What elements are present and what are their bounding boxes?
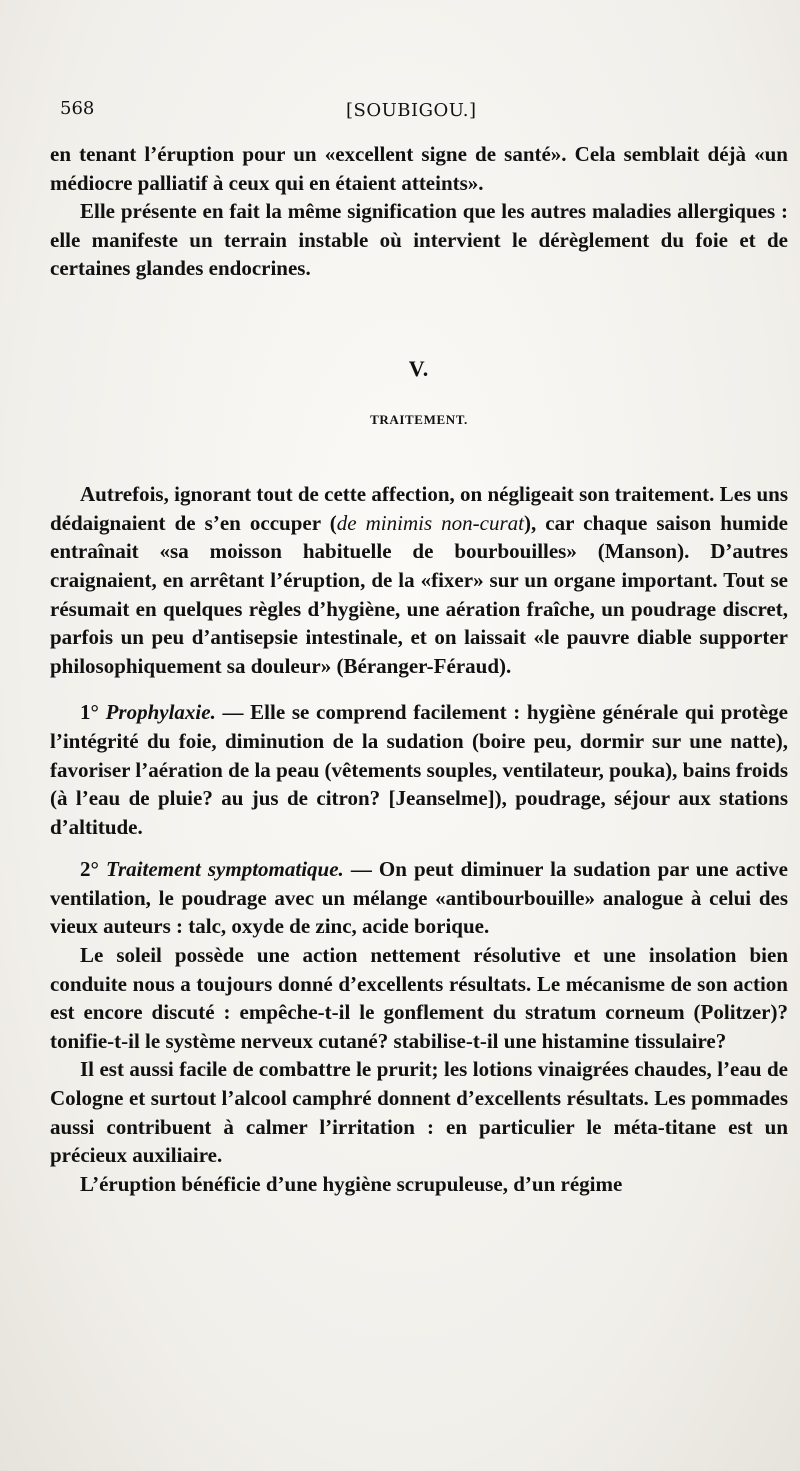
running-head [60,98,740,128]
paragraph-allergic: Elle présente en fait la même signification que les autres maladies allergiques : elle manifeste un terrain instable où intervient le dérèglement du foie et de certaines glandes endocrines. [50,199,788,281]
symptomatique-text: — On peut diminuer la sudation par une active ventilation, le poudrage avec un mélange «antibourbouille» analogue à celui des vieux auteurs : talc, oxyde de zinc, acide borique. [50,857,788,939]
section-number: V. [408,355,430,381]
paragraph-eruption: L’éruption bénéficie d’une hygiène scrupuleuse, d’un régime [80,1171,623,1196]
paragraph-prophylaxie [50,698,788,841]
paragraph-prurit: Il est aussi facile de combattre le prurit; les lotions vinaigrées chaudes, l’eau de Cologne et surtout l’alcool camphré donnent d’excellents résultats. Les pommades aussi contribuent à calmer l’irritation : en particulier le méta-titane est un précieux auxiliaire. [50,1057,788,1168]
subheading-traitement-symptomatique: Traitement symptomatique. [105,857,344,882]
prophylaxie-text: — Elle se comprend facilement : hygiène générale qui protège l’intégrité du foie, diminution de la sudation (boire peu, dormir sur une natte), favoriser l’aération de la peau (vêtements souples, ventilateur, pouka), bains froids (à l’eau de pluie? au jus de citron? [Jeanselme]), poudrage, séjour aux stations d’altitude. [50,700,788,839]
history-text-b: ), car chaque saison humide entraînait «sa moisson habituelle de bourbouilles» (Manson). D’autres craignaient, en arrêtant l’éruption, de la «fixer» sur un organe important. Tout se résumait en quelques règles d’hygiène, une aération fraîche, un poudrage discret, parfois un peu d’antisepsie intestinale, et on laissait «le pauvre diable supporter philosophiquement sa douleur» (Béranger-Féraud). [50,510,788,678]
paragraph-traitement-symptomatique [50,855,788,941]
item-number-1: 1° [80,700,99,725]
running-head-author: [SOUBIGOU.] [346,100,477,121]
paragraph-history [50,480,788,680]
latin-phrase: de minimis non-curat [336,510,524,535]
page-number: 568 [60,98,95,119]
history-text-a: Autrefois, ignorant tout de cette affection, on négligeait son traitement. Les uns dédaignaient de s’en occuper ( [50,482,788,535]
subheading-prophylaxie: Prophylaxie. [105,700,216,725]
body-text [50,140,788,1198]
section-title: TRAITEMENT. [370,411,468,427]
paragraph-continued: en tenant l’éruption pour un «excellent signe de santé». Cela semblait déjà «un médiocre palliatif à ceux qui en étaient atteints». [50,142,788,195]
paragraph-soleil: Le soleil possède une action nettement résolutive et une insolation bien conduite nous a toujours donné d’excellents résultats. Le mécanisme de son action est encore discuté : empêche-t-il le gonflement du stratum corneum (Politzer)? tonifie-t-il le système nerveux cutané? stabilise-t-il une histamine tissulaire? [50,943,788,1053]
item-number-2: 2° [80,857,99,882]
